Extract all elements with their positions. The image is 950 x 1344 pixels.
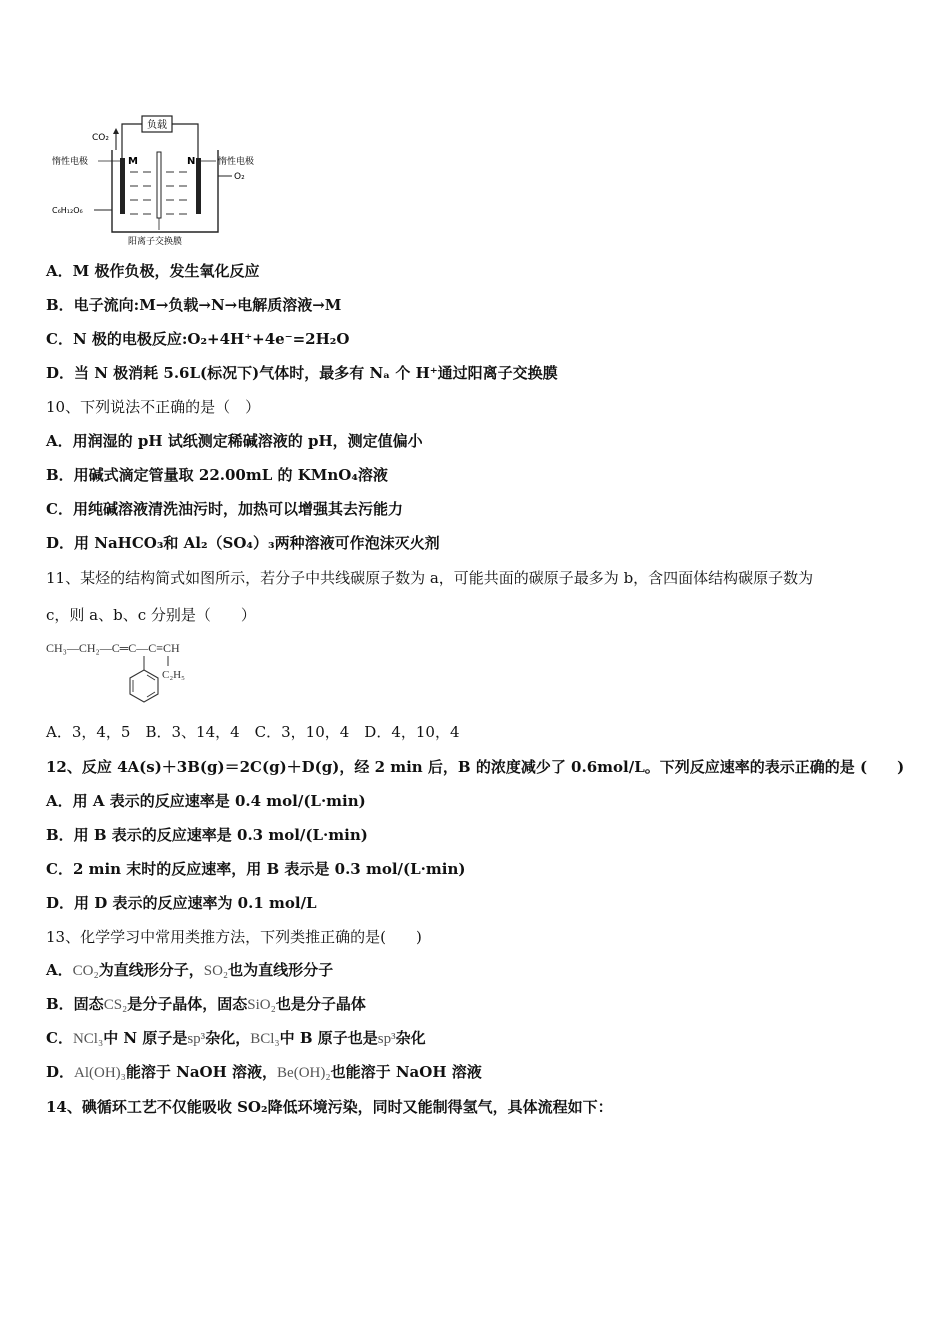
benzene-ring: [130, 670, 158, 702]
q13-d-formula1: Al(OH)₃: [74, 1065, 126, 1081]
q13-a-prefix: A．: [46, 961, 73, 979]
o2-label: O₂: [234, 172, 245, 182]
q13-c-formula4: sp³: [377, 1031, 396, 1047]
q9-option-a: A．M 极作负极，发生氧化反应: [46, 262, 260, 280]
q13-option-b: [46, 994, 366, 1015]
q13-c-formula3: BCl₃: [250, 1031, 280, 1047]
q13-b-formula2: SiO₂: [247, 997, 276, 1013]
q13-a-post: 也为直线形分子: [228, 961, 334, 979]
inert-electrode-left-label: 惰性电极: [52, 157, 89, 167]
q13-option-c: [46, 1028, 426, 1049]
q13-a-formula2: SO₂: [203, 963, 229, 979]
q14-stem: 14、碘循环工艺不仅能吸收 SO₂降低环境污染，同时又能制得氢气，具体流程如下：: [46, 1098, 613, 1116]
q13-c-formula1: NCl₃: [72, 1031, 104, 1047]
q13-d-formula2: Be(OH)₂: [277, 1065, 331, 1081]
m-label: M: [128, 156, 138, 167]
q12-option-b: B．用 B 表示的反应速率是 0.3 mol/(L·min): [46, 826, 368, 844]
q12-stem: 12、反应 4A(s)＋3B(g)＝2C(g)＋D(g)，经 2 min 后，B 的浓度减少了 0.6mol/L。下列反应速率的表示正确的是 ( ): [46, 758, 905, 776]
membrane: [157, 152, 161, 218]
q11-stem-line2: c，则 a、b、c 分别是（ ）: [46, 606, 256, 624]
hydrocarbon-structure: [46, 636, 256, 708]
q13-c-mid3: 中 B 原子也是: [279, 1029, 378, 1047]
inert-electrode-right-label: 惰性电极: [218, 157, 255, 167]
electrode-n: [196, 158, 201, 214]
q10-option-a: A．用润湿的 pH 试纸测定稀碱溶液的 pH，测定值偏小: [46, 432, 423, 450]
q13-d-prefix: D．: [46, 1063, 75, 1081]
q10-stem: 10、下列说法不正确的是（ ）: [46, 398, 261, 416]
q9-option-d: D．当 N 极消耗 5.6L(标况下)气体时，最多有 Nₐ 个 H⁺通过阳离子交换膜: [46, 364, 558, 382]
n-label: N: [187, 156, 196, 167]
q13-option-d: [46, 1062, 482, 1083]
q13-c-mid: 中 N 原子是: [103, 1029, 188, 1047]
fuel-cell-diagram: [48, 110, 278, 250]
q13-stem: 13、化学学习中常用类推方法，下列类推正确的是( ): [46, 928, 422, 946]
q13-b-mid: 是分子晶体，固态: [127, 995, 248, 1013]
q9-option-b: B．电子流向:M→负载→N→电解质溶液→M: [46, 296, 342, 314]
structure-main-chain: CH₃—CH₂—C═C—C≡CH: [46, 641, 180, 655]
co2-label: CO₂: [92, 133, 109, 143]
q13-d-post: 也能溶于 NaOH 溶液: [330, 1063, 482, 1081]
q13-a-formula1: CO₂: [72, 963, 99, 979]
load-label: 负载: [147, 120, 167, 131]
q13-b-post: 也是分子晶体: [275, 995, 366, 1013]
membrane-label: 阳离子交换膜: [128, 237, 183, 247]
q10-option-c: C．用纯碱溶液清洗油污时，加热可以增强其去污能力: [46, 500, 403, 518]
q11-options: A．3，4，5 B．3、14，4 C．3，10，4 D．4，10，4: [46, 723, 460, 741]
q12-option-c: C．2 min 末时的反应速率，用 B 表示是 0.3 mol/(L·min): [46, 860, 466, 878]
electrode-m: [120, 158, 125, 214]
q13-b-prefix: B．固态: [46, 995, 104, 1013]
q13-c-mid2: 杂化，: [205, 1029, 251, 1047]
q13-c-formula2: sp³: [187, 1031, 206, 1047]
q11-stem-line1: 11、某烃的结构简式如图所示，若分子中共线碳原子数为 a，可能共面的碳原子最多为 b，含四面体结构碳原子数为: [46, 569, 814, 587]
q12-option-a: A．用 A 表示的反应速率是 0.4 mol/(L·min): [46, 792, 366, 810]
q13-c-prefix: C．: [46, 1029, 73, 1047]
structure-ethyl-group: C₂H₅: [162, 669, 185, 681]
q13-option-a: [46, 960, 333, 981]
q10-option-d: D．用 NaHCO₃和 Al₂（SO₄）₃两种溶液可作泡沫灭火剂: [46, 534, 440, 552]
q9-option-c: C．N 极的电极反应:O₂+4H⁺+4e⁻=2H₂O: [46, 330, 350, 348]
glucose-label: C₆H₁₂O₆: [52, 206, 83, 215]
q13-a-mid: 为直线形分子，: [98, 961, 204, 979]
q13-c-post: 杂化: [395, 1029, 426, 1047]
q13-d-mid: 能溶于 NaOH 溶液，: [125, 1063, 278, 1081]
q13-b-formula1: CS₂: [103, 997, 128, 1013]
q12-option-d: D．用 D 表示的反应速率为 0.1 mol/L: [46, 894, 317, 912]
q10-option-b: B．用碱式滴定管量取 22.00mL 的 KMnO₄溶液: [46, 466, 388, 484]
